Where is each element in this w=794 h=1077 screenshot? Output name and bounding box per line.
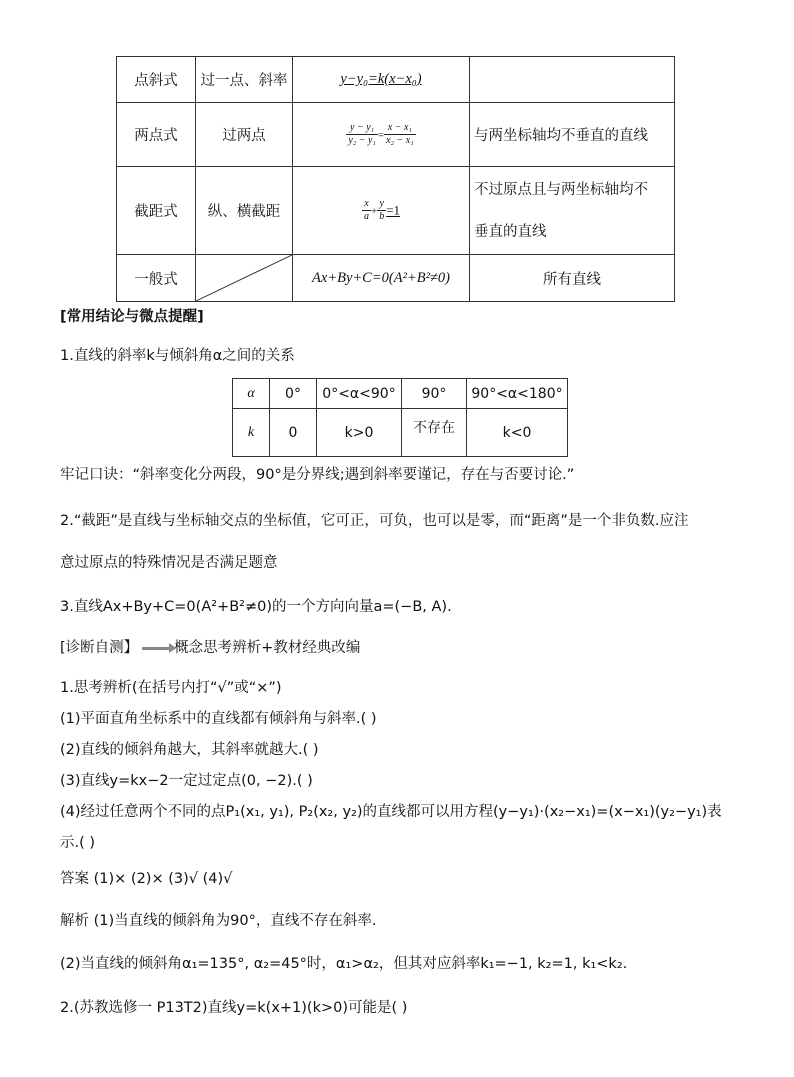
- diagonal-line: [196, 255, 292, 301]
- form-equation: y−y₀=k(x−x₀): [293, 57, 470, 103]
- fraction: $\frac{y}{b}$: [379, 198, 385, 222]
- point-1-title: 1.直线的斜率k与倾斜角α之间的关系: [60, 348, 295, 364]
- angle-slope-table: [232, 378, 568, 457]
- scope-line: 不过原点且与两坐标轴均不: [474, 181, 648, 198]
- slope-cell: 0: [270, 409, 317, 457]
- answer: 答案 (1)× (2)× (3)√ (4)√: [60, 871, 233, 887]
- fraction: $\frac{x}{a}$: [363, 198, 369, 222]
- analysis-2: (2)当直线的倾斜角α₁=135°, α₂=45°时，α₁>α₂，但其对应斜率k₁=−1, k₂=1, k₁<k₂.: [60, 956, 628, 972]
- question-1-title: 1.思考辨析(在括号内打“√”或“×”): [60, 680, 282, 696]
- angle-cell: α: [233, 379, 270, 409]
- angle-cell: 0°: [270, 379, 317, 409]
- form-scope: 与两坐标轴均不垂直的直线: [470, 103, 675, 167]
- question-1-item: (1)平面直角坐标系中的直线都有倾斜角与斜率.( ): [60, 711, 377, 727]
- form-equation: Ax+By+C=0(A²+B²≠0): [293, 255, 470, 302]
- angle-cell: 90°: [402, 379, 467, 409]
- point-2-line-2: 意过原点的特殊情况是否满足题意: [60, 555, 278, 571]
- arrow-icon: [142, 647, 170, 650]
- question-2: 2.(苏教选修一 P13T2)直线y=k(x+1)(k>0)可能是( ): [60, 1000, 408, 1016]
- diagnosis-tag: [诊断自测】: [60, 640, 139, 656]
- angle-cell: 0°<α<90°: [317, 379, 402, 409]
- slope-cell: k>0: [317, 409, 402, 457]
- section-heading: [常用结论与微点提醒]: [60, 309, 204, 325]
- point-2-line-1: 2.“截距”是直线与坐标轴交点的坐标值，它可正，可负，也可以是零，而“距离”是一个非负数.应注: [60, 513, 689, 529]
- form-equation: $\frac{x}{a}$ + $\frac{y}{b}$ =1: [293, 167, 470, 255]
- angle-cell: 90°<α<180°: [467, 379, 568, 409]
- form-equation: $\frac{\text{y − y₁}}{\text{y₂ − y₁}}$ = $\frac{\text{x − x₁}}{\text{x₂ − x₁}}$: [293, 103, 470, 167]
- form-condition: 过一点、斜率: [196, 57, 293, 103]
- fraction: $\frac{\text{x − x₁}}{\text{x₂ − x₁}}$: [386, 122, 414, 146]
- form-scope: 所有直线: [470, 255, 675, 302]
- slope-cell: k<0: [467, 409, 568, 457]
- form-name: 点斜式: [117, 57, 196, 103]
- form-condition: 纵、横截距: [196, 167, 293, 255]
- mnemonic: 牢记口诀：“斜率变化分两段，90°是分界线;遇到斜率要谨记，存在与否要讨论.”: [60, 467, 575, 483]
- slope-cell: k: [233, 409, 270, 457]
- slope-cell: 不存在: [402, 409, 467, 457]
- question-1-item: (3)直线y=kx−2一定过定点(0, −2).( ): [60, 773, 313, 789]
- form-scope: [470, 167, 675, 255]
- analysis-1: 解析 (1)当直线的倾斜角为90°，直线不存在斜率.: [60, 913, 377, 929]
- line-equation-forms-table: [116, 56, 675, 302]
- form-name: 截距式: [117, 167, 196, 255]
- form-condition: 过两点: [196, 103, 293, 167]
- diagnosis-header: [60, 636, 360, 657]
- form-name: 两点式: [117, 103, 196, 167]
- point-3: 3.直线Ax+By+C=0(A²+B²≠0)的一个方向向量a=(−B, A).: [60, 599, 452, 615]
- diagnosis-text: 概念思考辨析+教材经典改编: [174, 640, 361, 656]
- question-1-item: (2)直线的倾斜角越大，其斜率就越大.( ): [60, 742, 319, 758]
- question-1-item-continued: 示.( ): [60, 835, 96, 851]
- diagonal-cell: [196, 255, 293, 302]
- scope-line: 垂直的直线: [474, 223, 547, 240]
- question-1-item: (4)经过任意两个不同的点P₁(x₁, y₁), P₂(x₂, y₂)的直线都可以用方程(y−y₁)·(x₂−x₁)=(x−x₁)(y₂−y₁)表: [60, 804, 722, 820]
- fraction: $\frac{\text{y − y₁}}{\text{y₂ − y₁}}$: [348, 122, 376, 146]
- form-name: 一般式: [117, 255, 196, 302]
- form-scope: [470, 57, 675, 103]
